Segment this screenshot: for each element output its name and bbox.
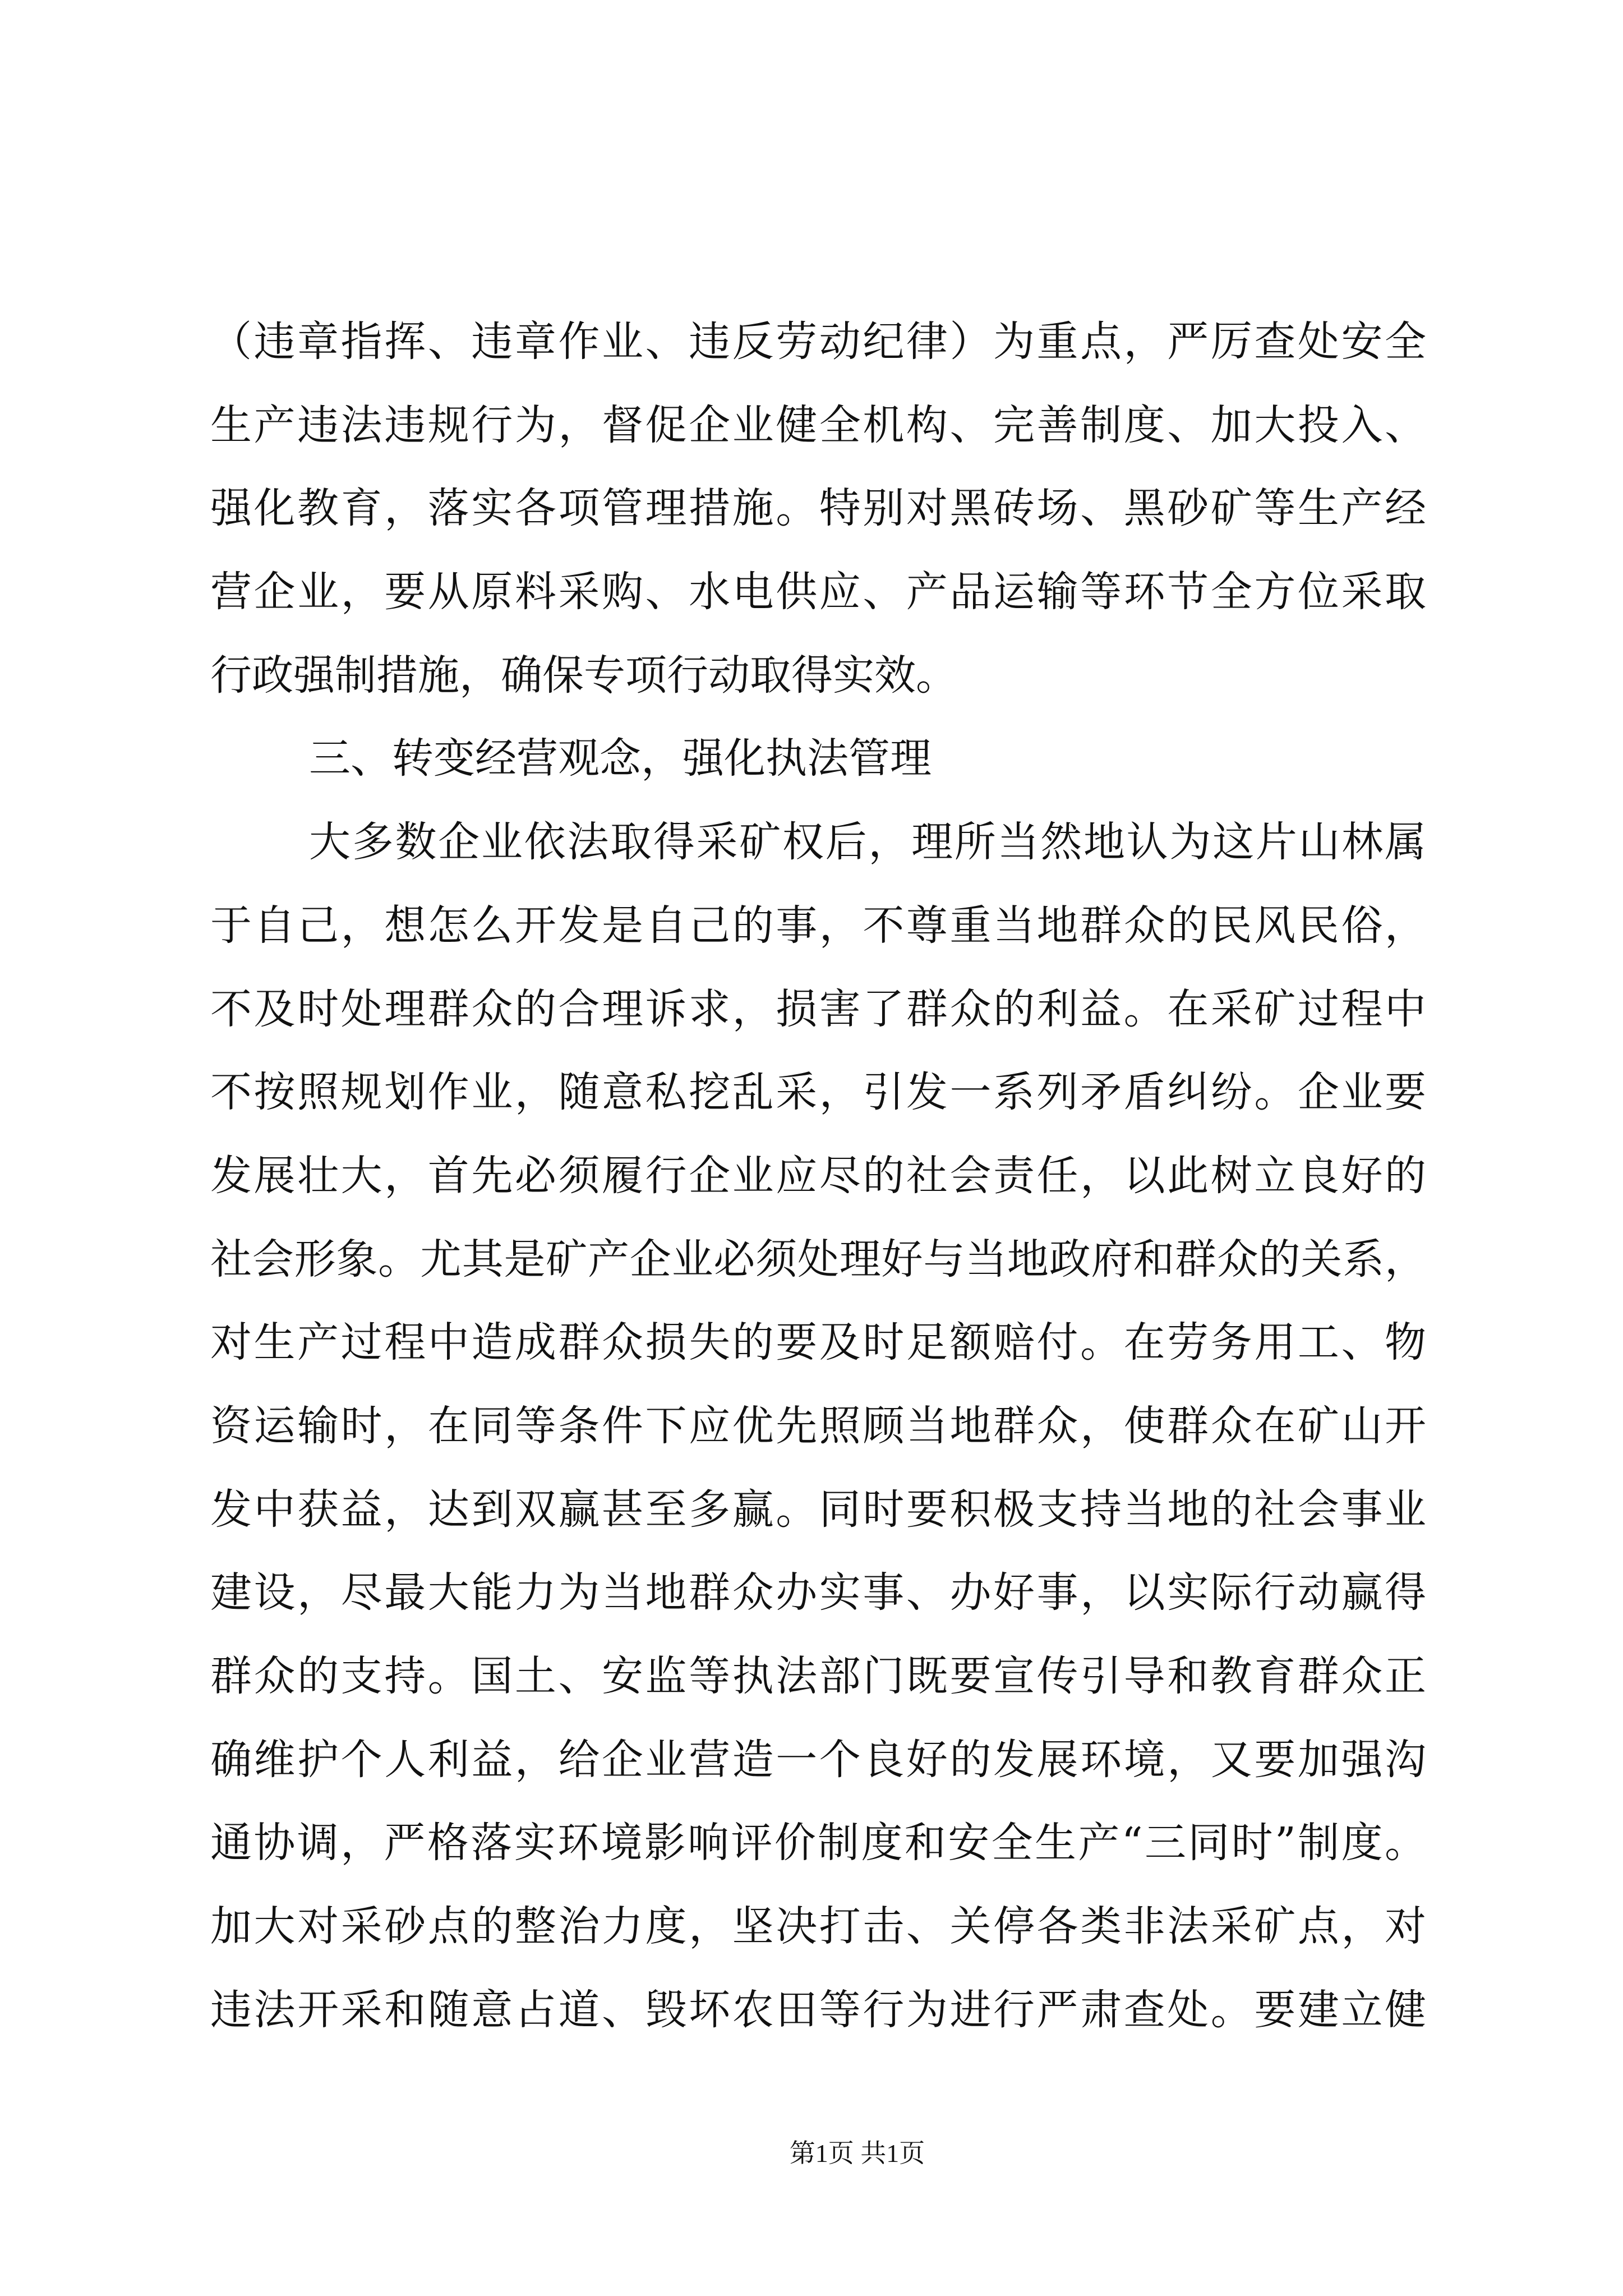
text-line: 行政强制措施，确保专项行动取得实效。: [210, 651, 957, 700]
text-line: 不及时处理群众的合理诉求，损害了群众的利益。在采矿过程中: [210, 984, 1426, 1033]
text-line: 不按照规划作业，随意私挖乱采，引发一系列矛盾纠纷。企业要: [210, 1068, 1426, 1117]
text-line: （违章指挥、违章作业、违反劳动纪律）为重点，严厉查处安全: [210, 318, 1426, 366]
text-line: 发展壮大，首先必须履行企业应尽的社会责任，以此树立良好的: [210, 1151, 1426, 1200]
text-line: 生产违法违规行为，督促企业健全机构、完善制度、加大投入、: [210, 401, 1426, 449]
paragraph: [210, 800, 1426, 2051]
text-line: 社会形象。尤其是矿产企业必须处理好与当地政府和群众的关系，: [210, 1235, 1426, 1283]
text-line: 发中获益，达到双赢甚至多赢。同时要积极支持当地的社会事业: [210, 1485, 1426, 1534]
body-text: [210, 300, 1426, 2051]
text-line: 通协调，严格落实环境影响评价制度和安全生产“三同时”制度。: [210, 1819, 1426, 1867]
text-line: 强化教育，落实各项管理措施。特别对黑砖场、黑砂矿等生产经: [210, 484, 1426, 533]
text-line: 于自己，想怎么开发是自己的事，不尊重当地群众的民风民俗，: [210, 901, 1426, 950]
text-line: 违法开采和随意占道、毁坏农田等行为进行严肃查处。要建立健: [210, 1985, 1426, 2034]
paragraph-continued: [210, 300, 1426, 717]
page-footer: 第1页 共1页: [789, 2139, 925, 2168]
text-line: 资运输时，在同等条件下应优先照顾当地群众，使群众在矿山开: [210, 1401, 1426, 1450]
section-heading: 三、转变经营观念，强化执法管理: [309, 734, 932, 783]
text-line: 群众的支持。国土、安监等执法部门既要宣传引导和教育群众正: [210, 1652, 1426, 1700]
text-line: 大多数企业依法取得采矿权后，理所当然地认为这片山林属: [309, 818, 1426, 867]
text-line: 营企业，要从原料采购、水电供应、产品运输等环节全方位采取: [210, 568, 1426, 616]
text-line: 建设，尽最大能力为当地群众办实事、办好事，以实际行动赢得: [210, 1568, 1426, 1617]
text-line: 加大对采砂点的整治力度，坚决打击、关停各类非法采矿点，对: [210, 1902, 1426, 1951]
text-line: 对生产过程中造成群众损失的要及时足额赔付。在劳务用工、物: [210, 1318, 1426, 1367]
text-line: 确维护个人利益，给企业营造一个良好的发展环境，又要加强沟: [210, 1735, 1426, 1784]
